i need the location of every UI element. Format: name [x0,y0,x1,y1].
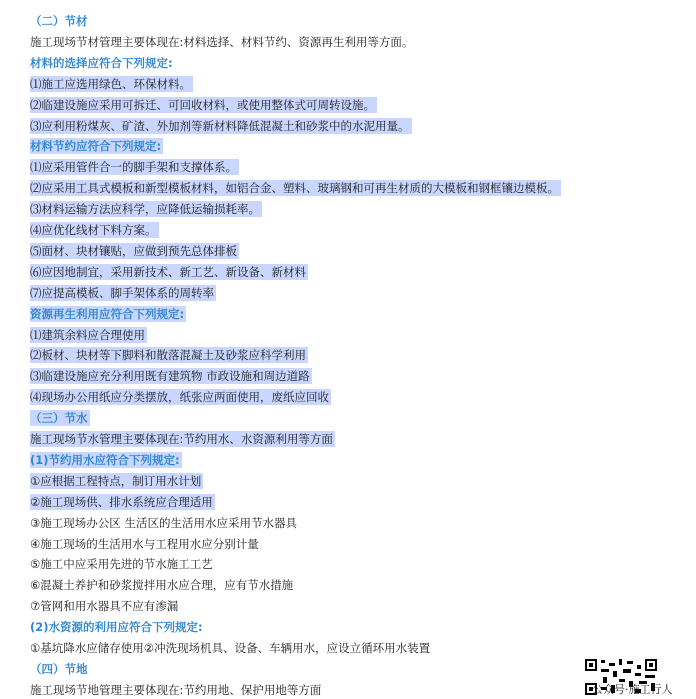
watermark-text: 公众号·施工行人 [592,683,673,696]
text-line [30,681,323,699]
text-line [30,576,295,594]
line-text: ②施工现场供、排水系统应合理适用 [30,494,213,509]
line-text: ⑵临建设施应采用可拆迁、可回收材料，或使用整体式可周转设施。 [30,97,375,112]
text-line [30,514,299,532]
line-text: ⑴应采用管件合一的脚手架和支撑体系。 [30,160,237,175]
line-text: 施工现场节水管理主要体现在:节约用水、水资源利用等方面 [30,432,333,446]
line-text: ⑥混凝土养护和砂浆搅拌用水应合理，应有节水措施 [30,578,294,593]
line-text: ⑷现场办公用纸应分类摆放，纸张应两面使用，废纸应回收 [30,390,329,405]
line-text: (2)水资源的利用应符合下列规定: [30,620,203,635]
line-text: ⑶临建设施应充分利用既有建筑物 市政设施和周边道路 [30,369,310,384]
line-text: ①应根据工程特点，制订用水计划 [30,473,202,488]
line-text: (1)节约用水应符合下列规定: [30,452,180,467]
line-text: ⑶应利用粉煤灰、矿渣、外加剂等新材料降低混凝土和砂浆中的水泥用量。 [30,118,410,133]
text-line [30,263,308,281]
text-line [30,117,412,135]
text-line [30,75,193,93]
line-text: ⑹应因地制宜，采用新技术、新工艺、新设备、新材料 [30,264,306,279]
line-text: ⑶材料运输方法应科学，应降低运输损耗率。 [30,202,260,217]
text-line [30,388,331,406]
line-text: ⑺应提高模板、脚手架体系的周转率 [30,285,214,300]
line-text: ⑵板材、块材等下脚料和散落混凝土及砂浆应科学利用 [30,348,306,363]
text-line [30,597,180,615]
text-line [30,346,308,364]
line-text: ⑦管网和用水器具不应有渗漏 [30,599,179,614]
section-heading [30,660,90,678]
line-text: 材料的选择应符合下列规定: [30,55,173,70]
text-line [30,33,415,51]
text-line [30,535,261,553]
text-line [30,158,239,176]
text-line [30,555,215,573]
line-text: 资源再生利用应符合下列规定: [30,306,185,321]
line-text: （二）节材 [30,14,88,28]
section-heading [30,409,90,427]
line-text: ④施工现场的生活用水与工程用水应分别计量 [30,536,259,551]
text-line [30,242,239,260]
watermark [592,681,673,697]
text-line [30,284,216,302]
section-heading [30,137,163,155]
line-text: （三）节水 [30,411,88,426]
line-text: 施工现场节地管理主要体现在:节约用地、保护用地等方面 [30,682,322,697]
text-line [30,367,312,385]
line-text: ⑴施工应选用绿色、环保材料。 [30,76,191,91]
section-heading [30,12,90,30]
text-line [30,221,159,239]
text-line [30,179,561,197]
text-line [30,326,147,344]
line-text: 材料节约应符合下列规定: [30,139,162,154]
text-line [30,472,203,490]
text-line [30,96,377,114]
section-heading [30,618,205,636]
text-line [30,430,335,448]
line-text: ⑴建筑余料应合理使用 [30,327,145,342]
line-text: ⑤施工中应采用先进的节水施工工艺 [30,557,213,572]
line-text: ③施工现场办公区 生活区的生活用水应采用节水器具 [30,515,297,530]
line-text: ⑸面材、块材镶贴，应做到预先总体排板 [30,243,237,258]
line-text: ①基坑降水应储存使用②冲洗现场机具、设备、车辆用水，应设立循环用水装置 [30,641,431,655]
section-heading [30,54,175,72]
line-text: （四）节地 [30,661,88,676]
line-text: 施工现场节材管理主要体现在:材料选择、材料节约、资源再生利用等方面。 [30,34,414,49]
line-text: ⑷应优化线材下料方案。 [30,223,157,237]
section-heading [30,451,182,469]
line-text: ⑵应采用工具式模板和新型模板材料，如铝合金、塑料、玻璃钢和可再生材质的大模板和钢框镶边模板。 [30,181,559,196]
section-heading [30,305,186,323]
text-line [30,493,215,511]
text-line [30,639,432,657]
text-line [30,200,262,218]
